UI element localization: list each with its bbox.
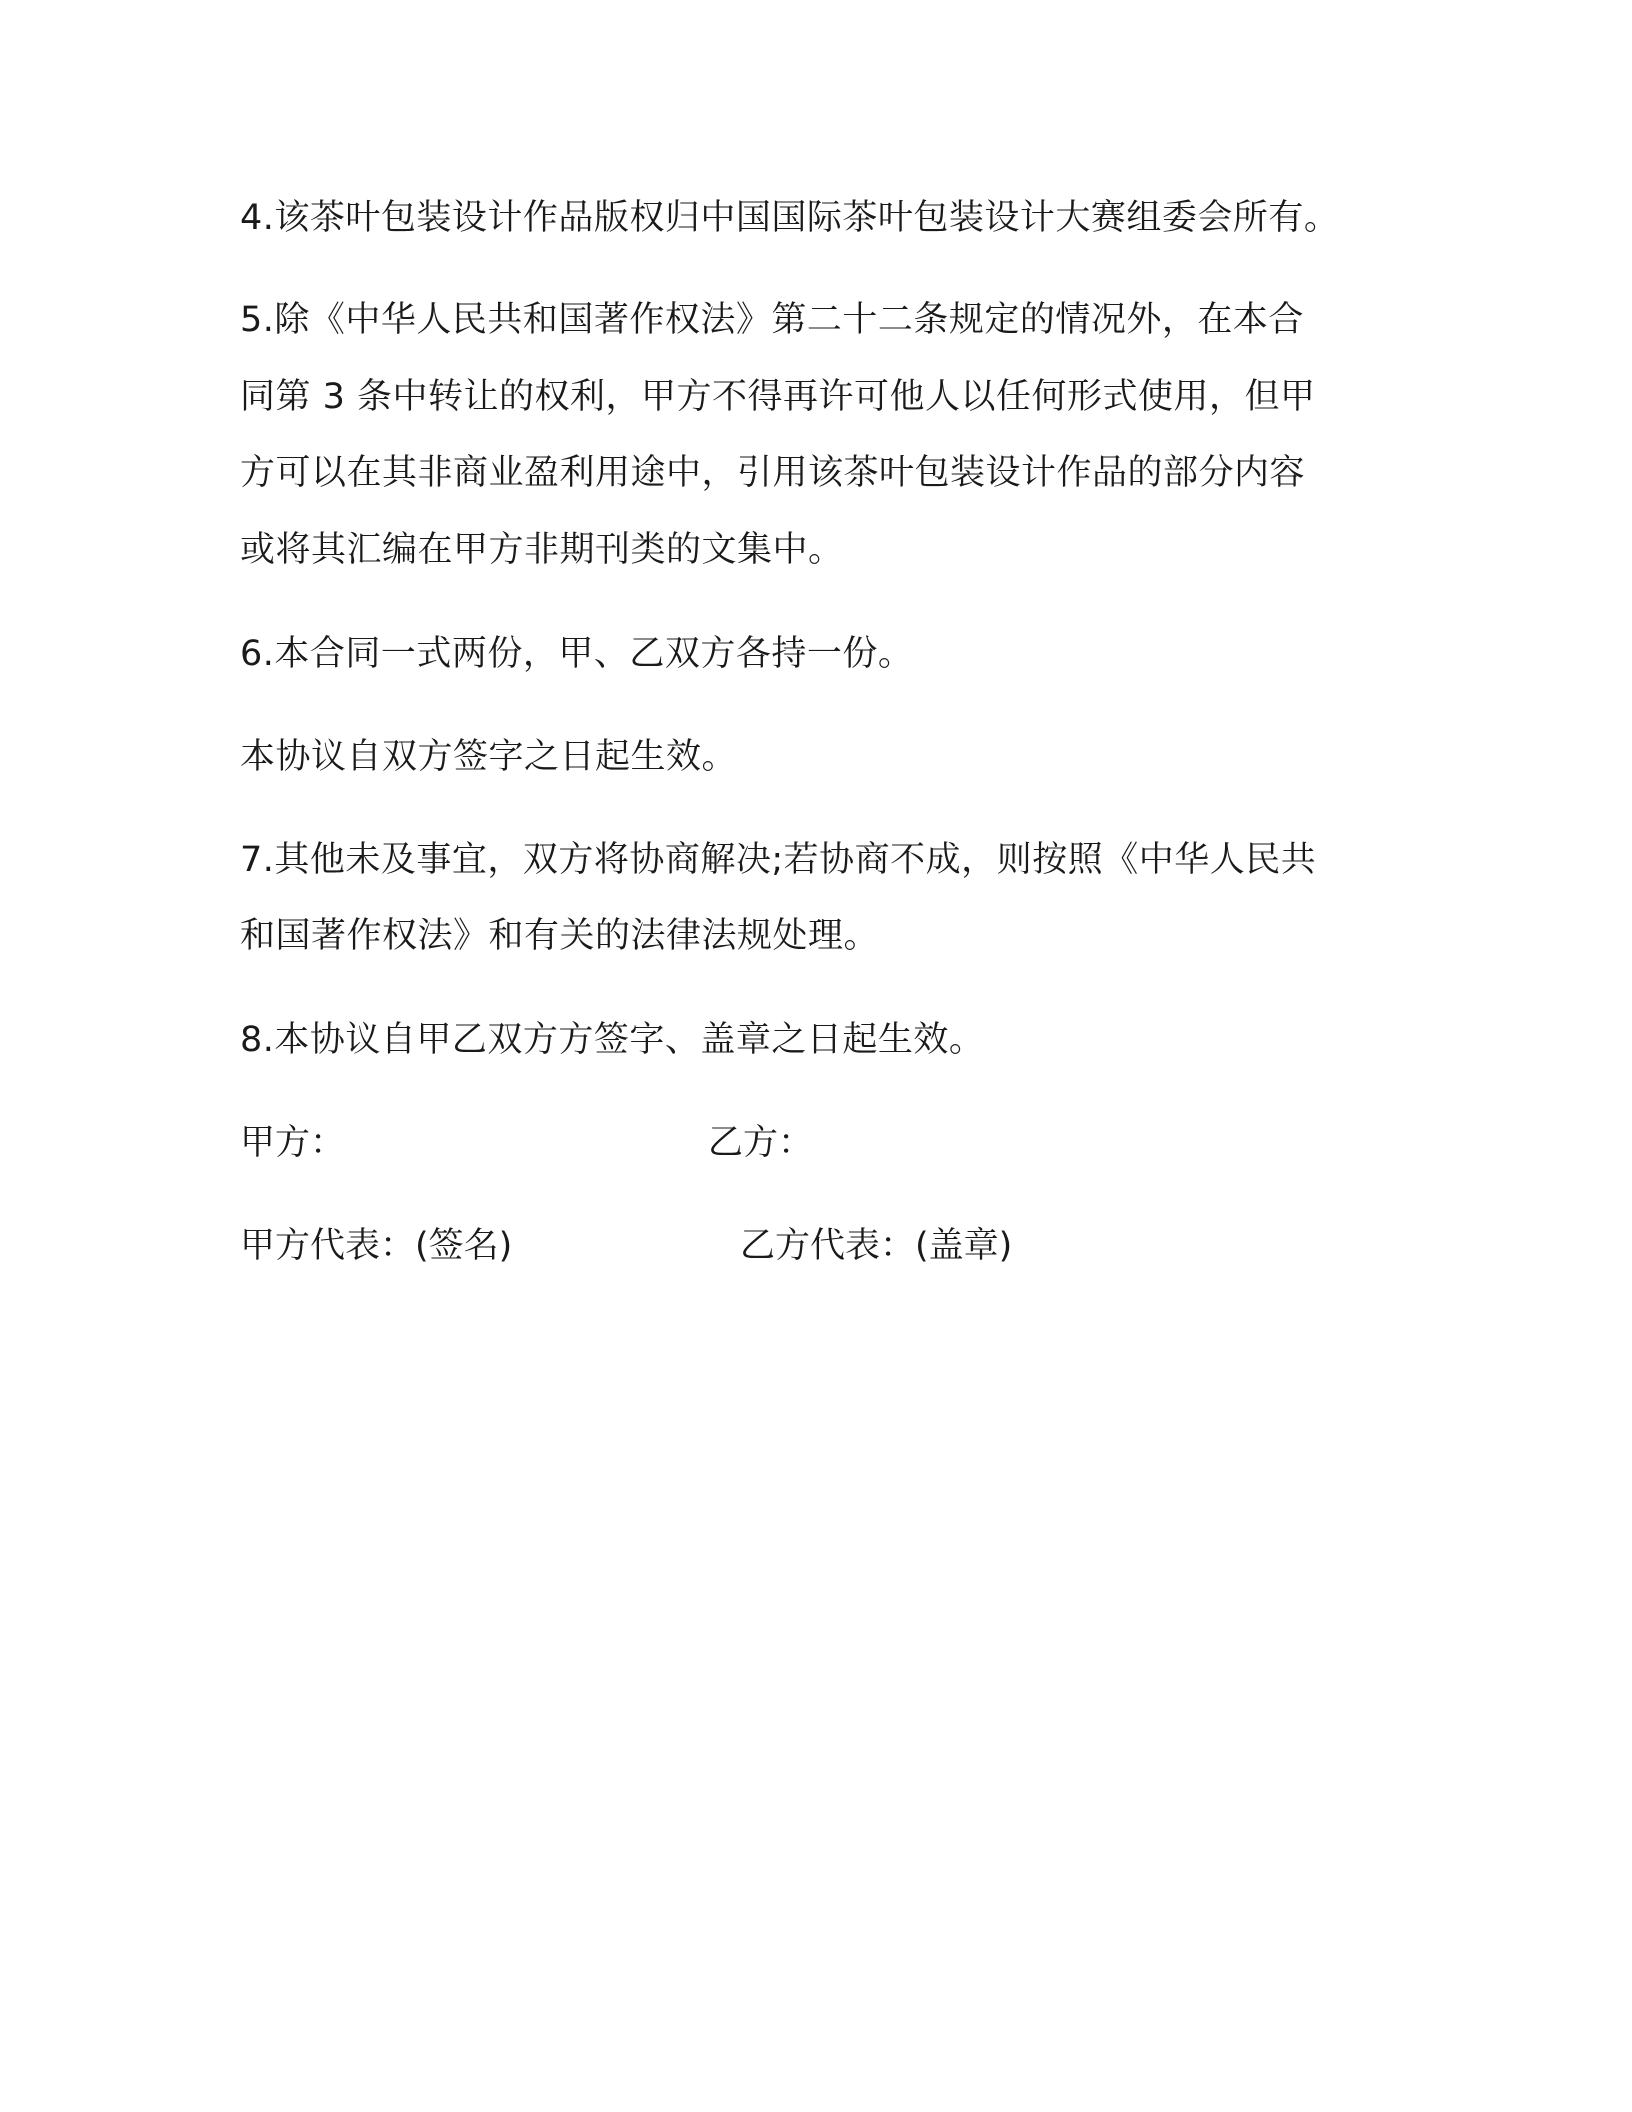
clause-5-line-3: 方可以在其非商业盈利用途中，引用该茶叶包装设计作品的部分内容 <box>240 453 1306 493</box>
clause-4: 4.该茶叶包装设计作品版权归中国国际茶叶包装设计大赛组委会所有。 <box>240 198 1340 238</box>
clause-7-line-2: 和国著作权法》和有关的法律法规处理。 <box>240 916 880 956</box>
clause-5-line-4: 或将其汇编在甲方非期刊类的文集中。 <box>240 530 844 570</box>
clause-5-line-2: 同第 3 条中转让的权利，甲方不得再许可他人以任何形式使用，但甲 <box>240 377 1316 417</box>
party-b-label: 乙方： <box>708 1123 814 1163</box>
party-a-label: 甲方： <box>240 1123 346 1163</box>
clause-7-line-1: 7.其他未及事宜，双方将协商解决;若协商不成，则按照《中华人民共 <box>240 840 1317 880</box>
effective-note: 本协议自双方签字之日起生效。 <box>240 737 738 777</box>
clause-5-line-1: 5.除《中华人民共和国著作权法》第二十二条规定的情况外，在本合 <box>240 300 1304 340</box>
clause-6: 6.本合同一式两份，甲、乙双方各持一份。 <box>240 634 914 674</box>
party-b-representative: 乙方代表：(盖章) <box>740 1226 1013 1266</box>
party-a-representative: 甲方代表：(签名) <box>240 1226 513 1266</box>
clause-8: 8.本协议自甲乙双方方签字、盖章之日起生效。 <box>240 1020 985 1060</box>
